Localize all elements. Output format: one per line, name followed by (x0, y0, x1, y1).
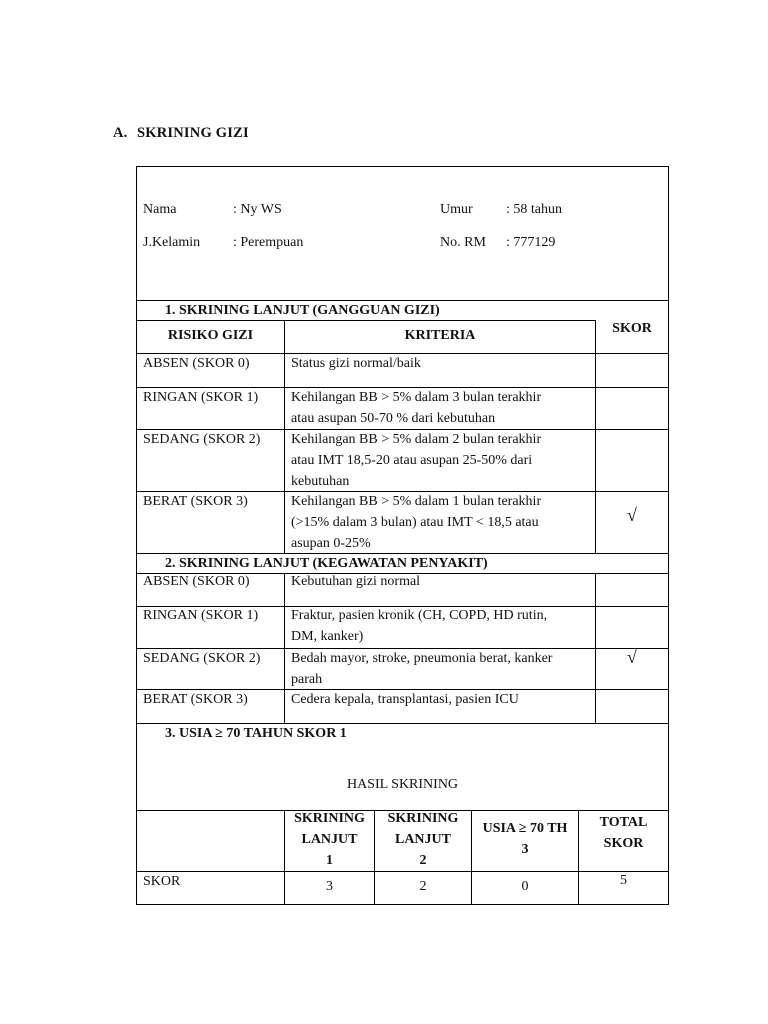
heading-title: SKRINING GIZI (137, 125, 249, 141)
header-s2-line3: 2 (419, 853, 427, 868)
column-divider (284, 320, 285, 553)
risk-label: BERAT (SKOR 3) (143, 692, 248, 707)
score-s2: 2 (419, 879, 427, 894)
check-mark: √ (627, 505, 637, 525)
criteria-text: Bedah mayor, stroke, pneumonia berat, kanker (291, 651, 553, 666)
criteria-text: Status gizi normal/baik (291, 356, 421, 371)
header-age-line2: 3 (521, 842, 529, 857)
criteria-text: atau asupan 50-70 % dari kebutuhan (291, 411, 496, 426)
risk-label: SEDANG (SKOR 2) (143, 651, 261, 666)
header-criteria: KRITERIA (404, 328, 476, 343)
criteria-text: (>15% dalam 3 bulan) atau IMT < 18,5 atau (291, 515, 539, 530)
header-s1-line3: 1 (326, 853, 333, 868)
header-s1-line1: SKRINING (294, 811, 365, 826)
header-risk: RISIKO GIZI (167, 328, 254, 343)
section2-title: 2. SKRINING LANJUT (KEGAWATAN PENYAKIT) (165, 556, 488, 571)
header-s2-line2: LANJUT (394, 832, 451, 847)
criteria-text: Kebutuhan gizi normal (291, 574, 421, 589)
score-s1: 3 (326, 879, 333, 894)
age-label: Umur (440, 202, 473, 217)
risk-label: ABSEN (SKOR 0) (143, 574, 250, 589)
section3-title: 3. USIA ≥ 70 TAHUN SKOR 1 (165, 726, 347, 741)
name-label: Nama (143, 202, 177, 217)
name-value: : Ny WS (233, 202, 282, 217)
risk-label: SEDANG (SKOR 2) (143, 432, 261, 447)
risk-label: RINGAN (SKOR 1) (143, 390, 259, 405)
header-total-line2: SKOR (603, 836, 644, 851)
column-divider (284, 573, 285, 723)
criteria-text: parah (291, 672, 323, 687)
criteria-text: Kehilangan BB > 5% dalam 2 bulan terakhir (291, 432, 542, 447)
sex-label: J.Kelamin (143, 235, 201, 250)
score-total: 5 (620, 873, 627, 888)
criteria-text: Cedera kepala, transplantasi, pasien ICU (291, 692, 519, 707)
criteria-text: Fraktur, pasien kronik (CH, COPD, HD rutin, (291, 608, 548, 623)
heading-number: A. (113, 125, 128, 141)
criteria-text: atau IMT 18,5-20 atau asupan 25-50% dari (291, 453, 533, 468)
score-age: 0 (521, 879, 529, 894)
check-mark: √ (627, 647, 637, 667)
risk-label: RINGAN (SKOR 1) (143, 608, 259, 623)
rm-label: No. RM (440, 235, 486, 250)
header-score: SKOR (612, 321, 652, 336)
result-title: HASIL SKRINING (346, 777, 459, 792)
criteria-text: Kehilangan BB > 5% dalam 3 bulan terakhir (291, 390, 542, 405)
header-s1-line2: LANJUT (301, 832, 358, 847)
criteria-text: Kehilangan BB > 5% dalam 1 bulan terakhir (291, 494, 542, 509)
section1-title: 1. SKRINING LANJUT (GANGGUAN GIZI) (165, 303, 440, 318)
screening-form (136, 166, 669, 905)
risk-label: BERAT (SKOR 3) (143, 494, 248, 509)
sex-value: : Perempuan (233, 235, 304, 250)
criteria-text: asupan 0-25% (291, 536, 371, 551)
section-heading (113, 125, 249, 142)
header-s2-line1: SKRINING (387, 811, 459, 826)
criteria-text: DM, kanker) (291, 629, 364, 644)
score-row-label: SKOR (143, 874, 181, 889)
risk-label: ABSEN (SKOR 0) (143, 356, 250, 371)
criteria-text: kebutuhan (291, 474, 350, 489)
rm-value: : 777129 (506, 235, 556, 250)
header-total-line1: TOTAL (599, 815, 648, 830)
age-value: : 58 tahun (506, 202, 562, 217)
header-age-line1: USIA ≥ 70 TH (482, 821, 568, 836)
